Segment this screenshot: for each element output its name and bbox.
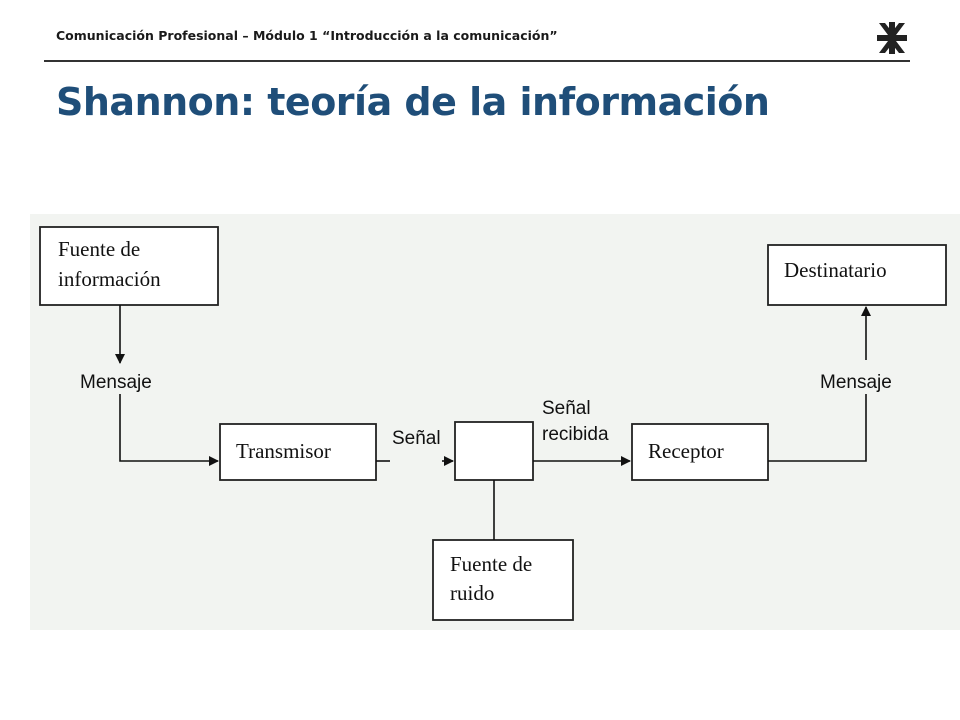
fuente-ruido-label-2: ruido (450, 581, 495, 605)
fuente-informacion-label-2: información (58, 267, 161, 291)
canal-box (455, 422, 533, 480)
senal-recibida-label-2: recibida (542, 424, 609, 445)
receptor-label: Receptor (648, 439, 724, 463)
shannon-diagram (30, 214, 960, 630)
senal-recibida-label-1: Señal (542, 398, 591, 419)
senal-label: Señal (392, 428, 441, 449)
utn-logo-icon (874, 20, 910, 56)
mensaje-left-label: Mensaje (80, 372, 152, 393)
page-title: Shannon: teoría de la información (56, 80, 770, 124)
mensaje-right-label: Mensaje (820, 372, 892, 393)
header-text: Comunicación Profesional – Módulo 1 “Introducción a la comunicación” (56, 28, 558, 43)
transmisor-label: Transmisor (236, 439, 331, 463)
fuente-informacion-label-1: Fuente de (58, 237, 141, 261)
header-divider (44, 60, 910, 62)
fuente-ruido-label-1: Fuente de (450, 552, 533, 576)
destinatario-label: Destinatario (784, 258, 887, 282)
